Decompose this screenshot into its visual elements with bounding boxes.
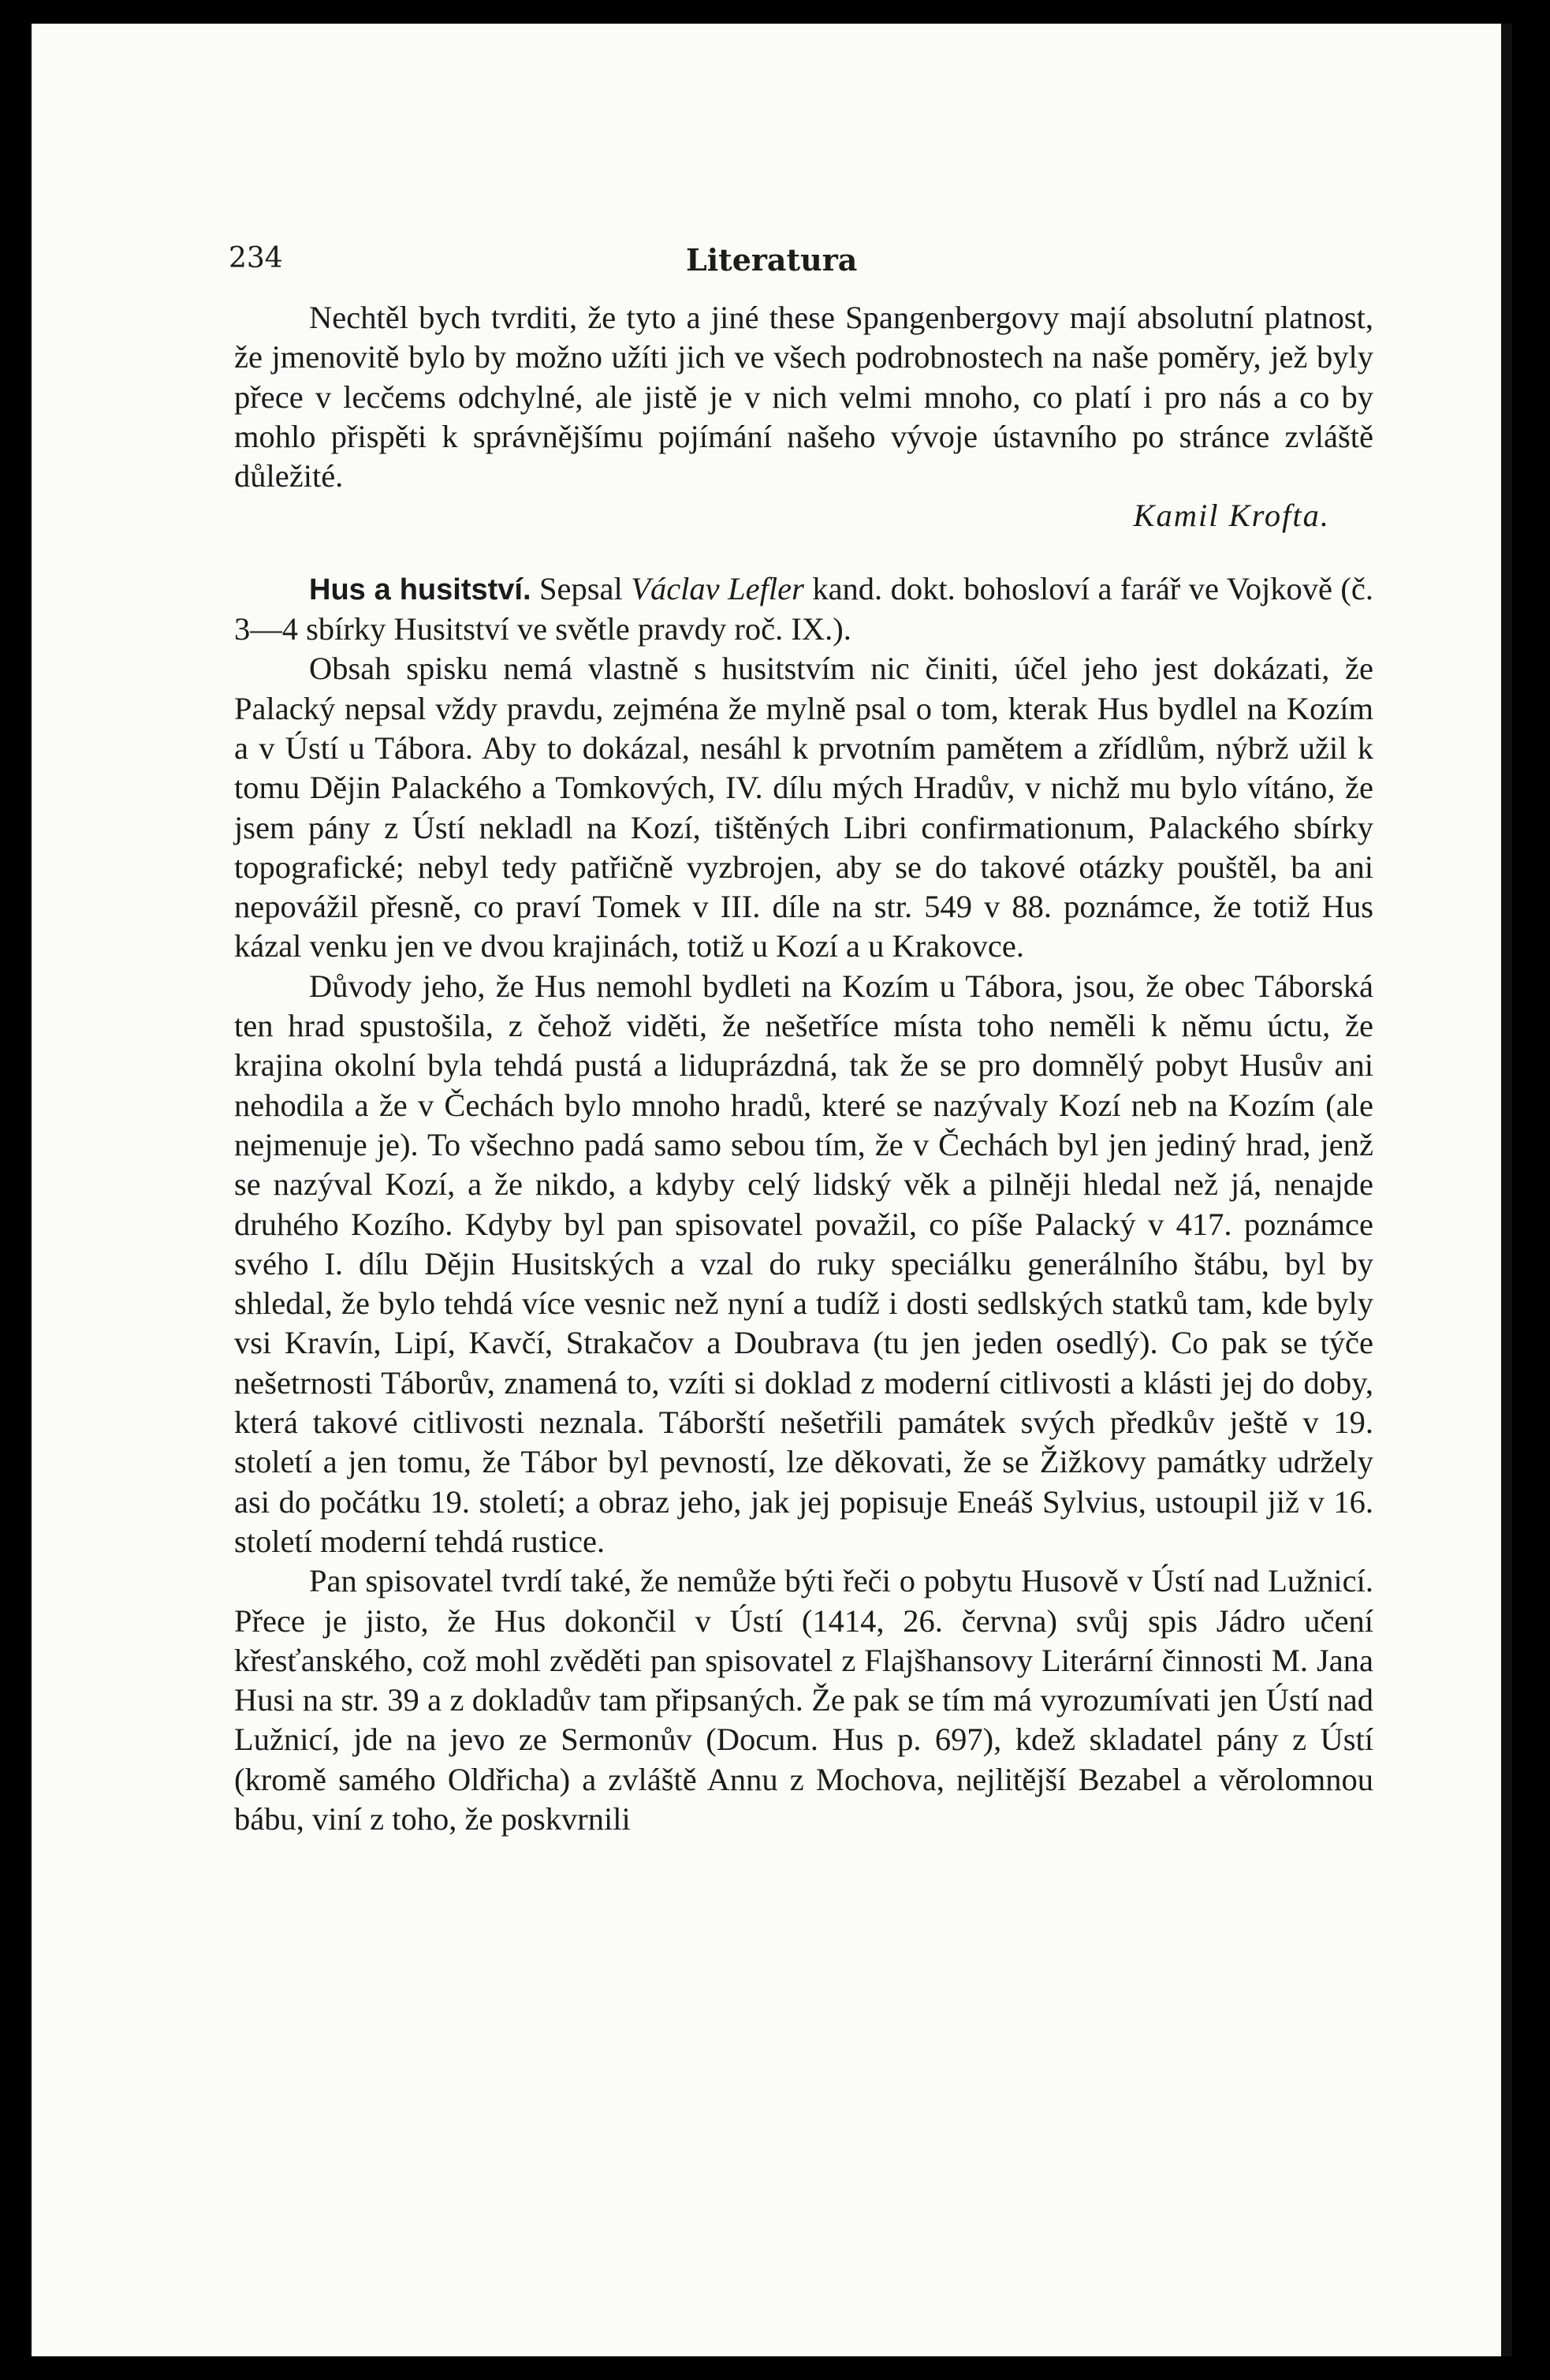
- review1-signature: Kamil Krofta.: [1133, 498, 1330, 534]
- review1-paragraph: Nechtěl bych tvrditi, že tyto a jiné these Spangenbergovy mají absolutní platnost, že jmenovitě bylo by možno užíti jich ve všech podrobnostech na naše poměry, jež byly přece v lecčems odchylné, ale jistě je v nich velmi mnoho, co platí i pro nás a co by mohlo přispěti k správnějšímu pojímání našeho vývoje ústavního po stránce zvláště důležité.: [234, 300, 1373, 494]
- section-gap: [234, 536, 1373, 569]
- review2-title: Hus a husitství.: [309, 573, 531, 606]
- review2-paragraph-1: Obsah spisku nemá vlastně s husitstvím nic činiti, účel jeho jest dokázati, že Palacký nepsal vždy pravdu, zejména že mylně psal o tom, kterak Hus bydlel na Kozím a v Ústí u Tábora. Aby to dokázal, nesáhl k prvotním pamětem a zřídlům, nýbrž užil k tomu Dějin Palackého a Tomkových, IV. dílu mých Hradův, v nichž mu bylo vítáno, že jsem pány z Ústí nekladl na Kozí, tištěných Libri confirmationum, Palackého sbírky topografické; nebyl tedy patřičně vyzbrojen, aby se do takové otázky pouštěl, ba ani nepovážil přesně, co praví Tomek v III. díle na str. 549 v 88. poznámce, že totiž Hus kázal venku jen ve dvou krajinách, totiž u Kozí a u Krakovce.: [234, 651, 1373, 964]
- running-head: Literatura: [686, 242, 858, 278]
- review2-citation-post: kand. dokt. bohosloví a farář ve Vojkově (č. 3—4 sbírky Husitství ve světle pravdy roč. IX.).: [234, 570, 1374, 647]
- review2-citation-pre: Sepsal: [531, 570, 632, 606]
- review2-paragraph-3: Pan spisovatel tvrdí také, že nemůže býti řeči o pobytu Husově v Ústí nad Lužnicí. Přece je jisto, že Hus dokončil v Ústí (1414, 26. června) svůj spis Jádro učení křesťanského, což mohl zvěděti pan spisovatel z Flajšhansovy Literární činnosti M. Jana Husi na str. 39 a z dokladův tam připsaných. Že pak se tím má vyrozumívati jen Ústí nad Lužnicí, jde na jevo ze Sermonův (Docum. Hus p. 697), kdež skladatel pány z Ústí (kromě samého Oldřicha) a zvláště Annu z Mochova, nejlitější Bezabel a věrolomnou bábu, viní z toho, že poskvrnili: [234, 1563, 1373, 1837]
- page-edge: [1501, 24, 1512, 2356]
- page-header: [229, 242, 1380, 282]
- review2-author: Václav Lefler: [631, 570, 804, 606]
- review2-paragraph-2: Důvody jeho, že Hus nemohl bydleti na Kozím u Tábora, jsou, že obec Táborská ten hrad spustošila, z čehož viděti, že nešetříce místa toho neměli k němu úctu, že krajina okolní byla tehdá pustá a liduprázdná, tak že se pro domnělý pobyt Husův ani nehodila a že v Čechách bylo mnoho hradů, které se nazývaly Kozí neb na Kozím (ale nejmenuje je). To všechno padá samo sebou tím, že v Čechách byl jen jediný hrad, jenž se nazýval Kozí, a že nikdo, a kdyby celý lidský věk a pilněji hledal než já, nenajde druhého Kozího. Kdyby byl pan spisovatel považil, co píše Palacký v 417. poznámce svého I. dílu Dějin Husitských a vzal do ruky speciálku generálního štábu, byl by shledal, že bylo tehdá více vesnic než nyní a tudíž i dosti sedlských statků tam, kde byly vsi Kravín, Lipí, Kavčí, Strakačov a Doubrava (tu jen jeden osedlý). Co pak se týče nešetrnosti Táborův, znamená to, vzíti si doklad z moderní citlivosti a klásti jej do doby, která takové citlivosti neznala. Táborští nešetřili památek svých předkův ještě v 19. století a jen tomu, že Tábor byl pevností, lze děkovati, že se Žižkovy památky udržely asi do počátku 19. století; a obraz jeho, jak jej popisuje Eneáš Sylvius, ustoupil již v 16. století moderní tehdá rustice.: [234, 968, 1373, 1559]
- body-text: [234, 298, 1373, 1839]
- page-number: 234: [229, 242, 283, 274]
- review2-citation: [234, 569, 1373, 650]
